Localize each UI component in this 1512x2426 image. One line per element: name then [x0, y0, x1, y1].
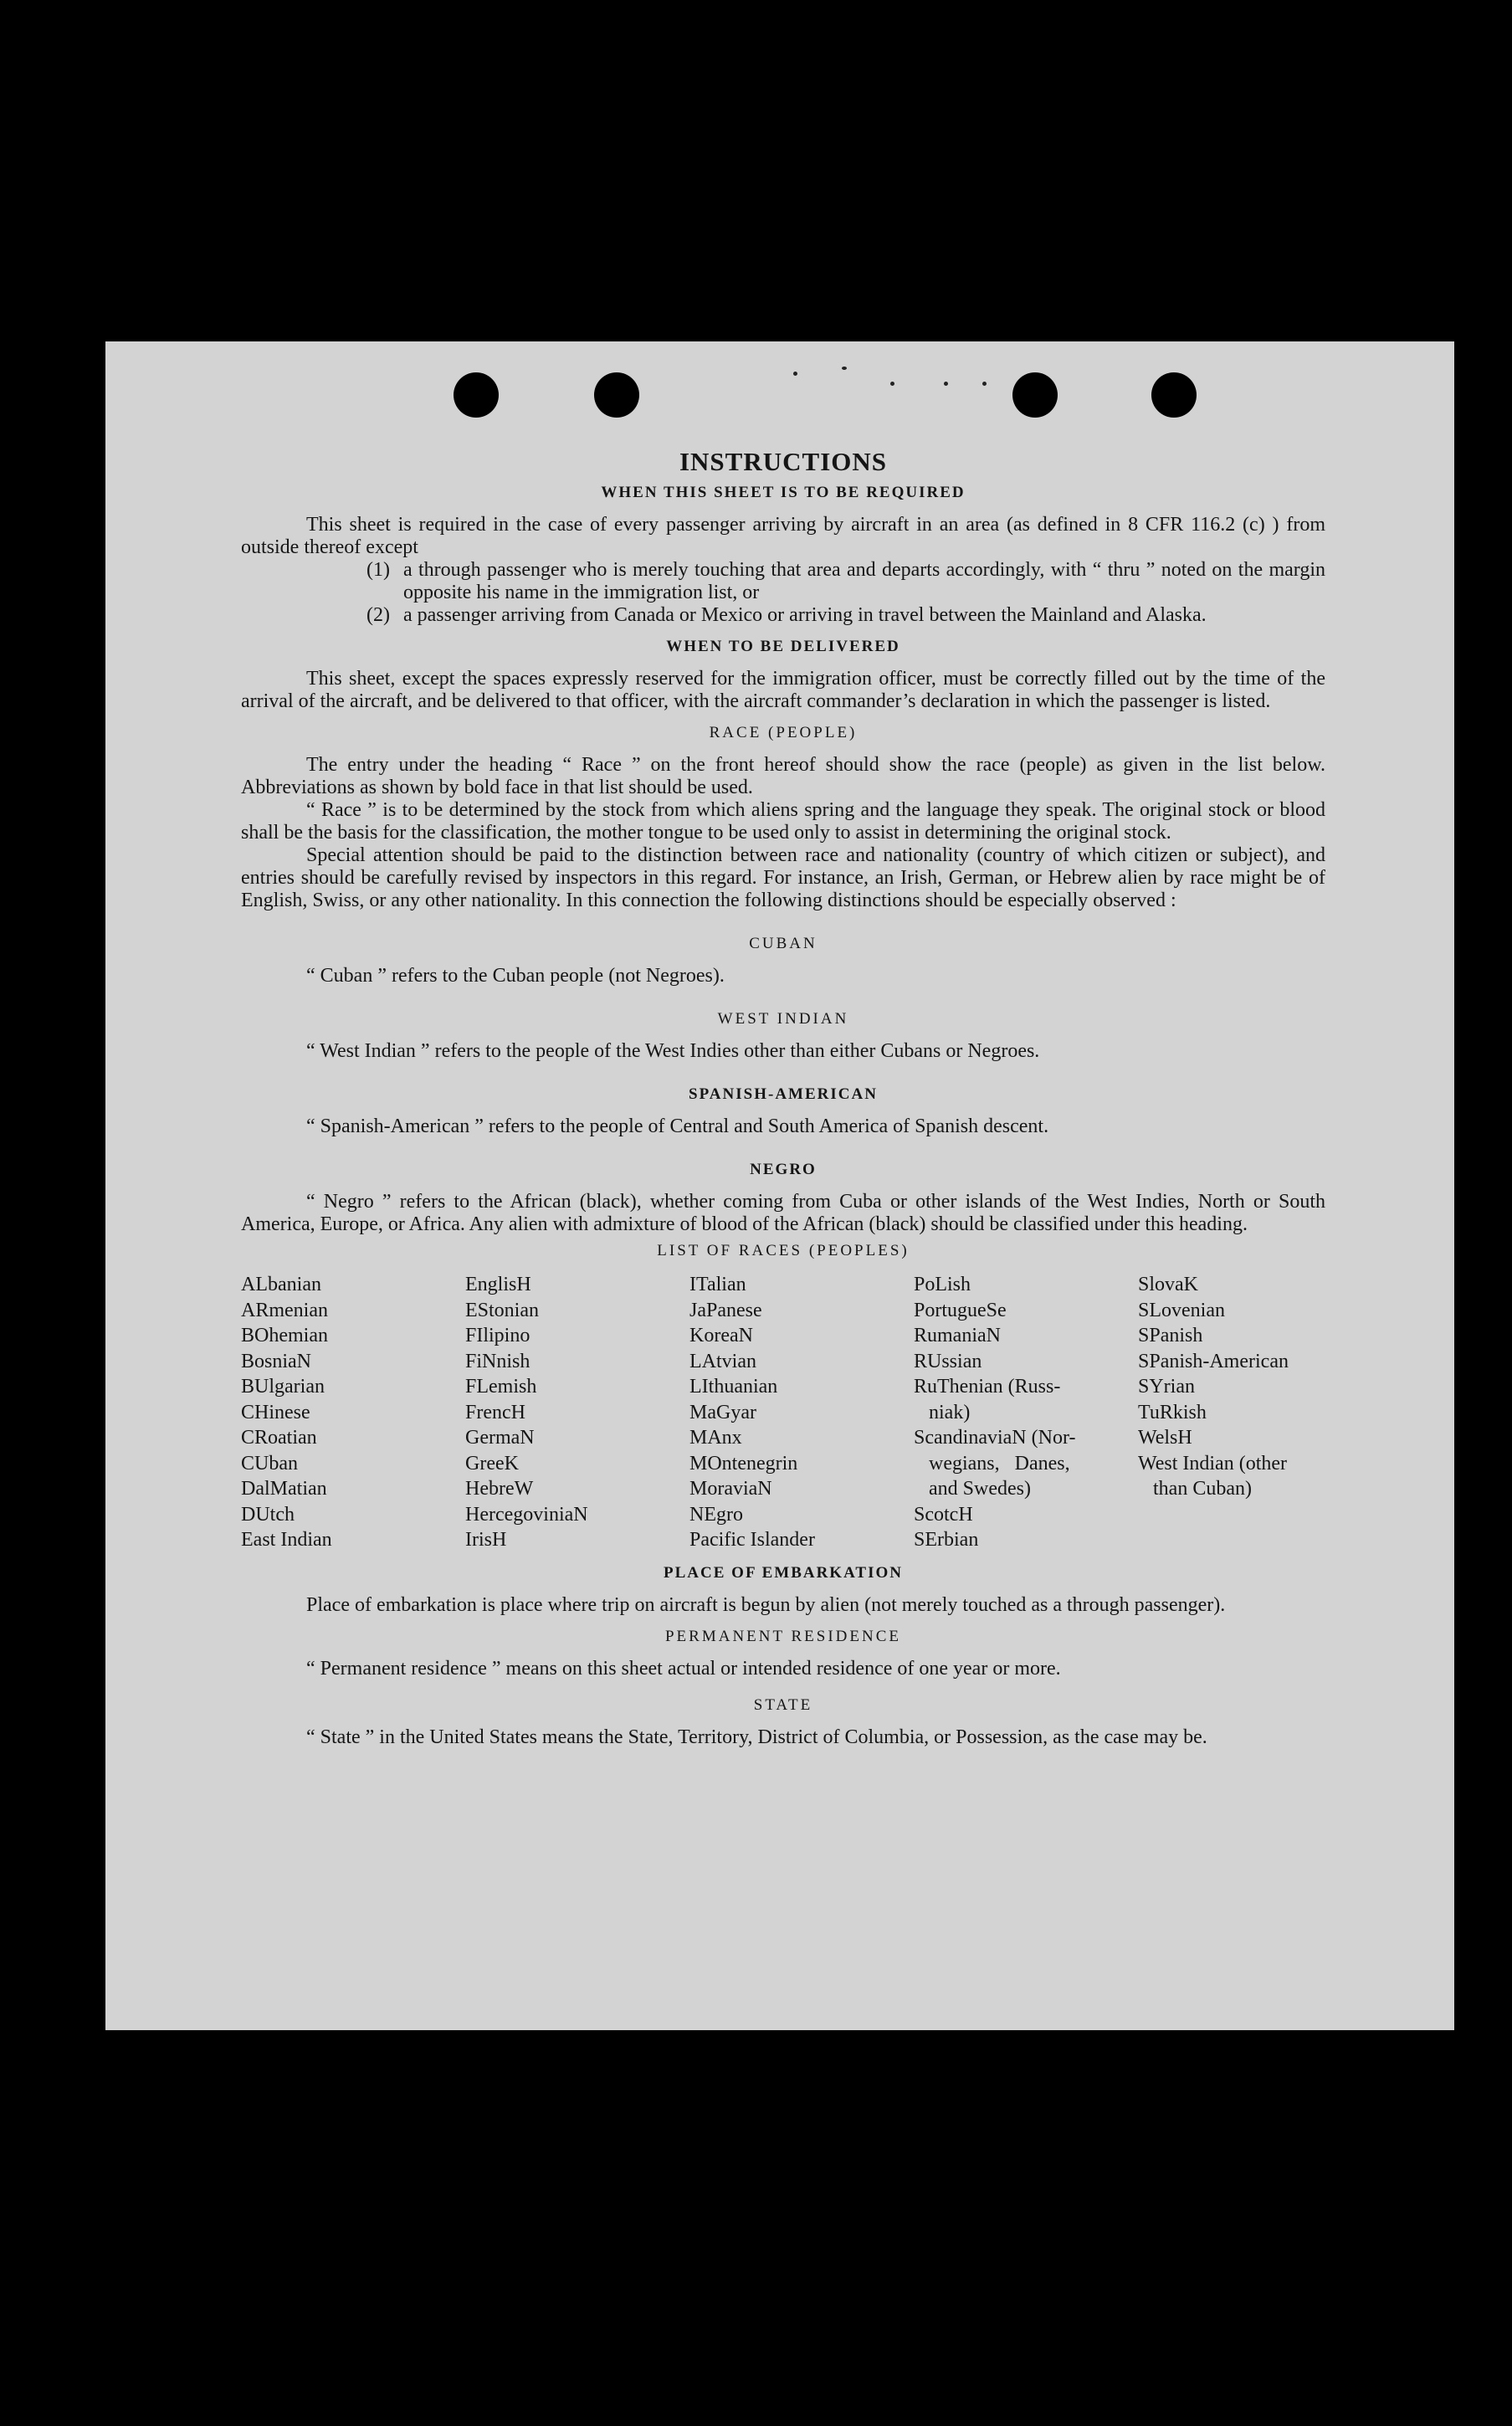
race-entry: KoreaN: [689, 1325, 753, 1346]
race-entry: GreeK: [465, 1452, 519, 1475]
instructions-body: [241, 447, 1325, 1749]
race-entry: MOntenegrin: [689, 1452, 798, 1475]
race-entry: BUlgarian: [241, 1376, 325, 1398]
race-entry: ITalian: [689, 1274, 746, 1295]
embarkation-heading: PLACE OF EMBARKATION: [664, 1563, 903, 1582]
west-indian-heading: WEST INDIAN: [717, 1010, 849, 1028]
exception-item: (1) a through passenger who is merely touching that area and departs accordingly, with “ thru ” noted on the margin opposite his name in the immigration list, or: [366, 559, 1325, 603]
race-paragraph: Special attention should be paid to the distinction between race and nationality (country of which citizen or subject), and entries should be carefully revised by inspectors in this regard. For instance, an Irish, German, or Hebrew alien by race might be of English, Swiss, or any other nationality. In this connection the following distinctions should be especially observed :: [241, 844, 1325, 911]
race-entry: EStonian: [465, 1299, 539, 1321]
punch-hole: [454, 372, 499, 418]
when-delivered-heading: WHEN TO BE DELIVERED: [666, 638, 900, 655]
race-entry: wegians, Danes,: [914, 1452, 1070, 1475]
race-entry: NEgro: [689, 1503, 743, 1526]
negro-text: “ Negro ” refers to the African (black), whether coming from Cuba or other islands of the West Indies, North or South America, Europe, or Africa. Any alien with admixture of blood of the African (black) should be classified under this heading.: [241, 1191, 1325, 1235]
race-entry: GermaN: [465, 1427, 535, 1449]
race-heading: RACE (PEOPLE): [709, 724, 858, 741]
race-entry: LIthuanian: [689, 1376, 778, 1398]
race-entry: SPanish: [1138, 1325, 1203, 1346]
race-entry: IrisH: [465, 1529, 507, 1551]
spanish-american-text: “ Spanish-American ” refers to the people of Central and South America of Spanish descent.: [306, 1116, 1049, 1137]
race-paragraph: The entry under the heading “ Race ” on the front hereof should show the race (people) as given in the list below. Abbreviations as shown by bold face in that list should be used.: [241, 754, 1325, 798]
cuban-heading: CUBAN: [749, 935, 818, 952]
races-column: [1138, 1272, 1325, 1553]
races-list: [241, 1272, 1325, 1553]
race-entry: ScandinaviaN (Nor-: [914, 1427, 1076, 1449]
race-entry: RumaniaN: [914, 1325, 1001, 1346]
race-entry: FIlipino: [465, 1325, 530, 1346]
race-entry: FLemish: [465, 1376, 537, 1398]
race-entry: DalMatian: [241, 1478, 327, 1500]
punch-hole: [1012, 372, 1058, 418]
race-entry: RUssian: [914, 1350, 982, 1372]
race-entry: HebreW: [465, 1478, 534, 1500]
residence-heading: PERMANENT RESIDENCE: [664, 1627, 902, 1645]
page-title: INSTRUCTIONS: [679, 447, 887, 476]
residence-text: “ Permanent residence ” means on this sheet actual or intended residence of one year or more.: [306, 1657, 1061, 1680]
race-paragraph: “ Race ” is to be determined by the stock from which aliens spring and the language they speak. The original stock or blood shall be the basis for the classification, the mother tongue to be used only to assist in determining the original stock.: [241, 799, 1325, 844]
races-column: [241, 1272, 465, 1553]
race-entry: PortugueSe: [914, 1299, 1007, 1321]
when-required-heading: WHEN THIS SHEET IS TO BE REQUIRED: [601, 484, 966, 501]
race-entry: MAnx: [689, 1427, 742, 1449]
race-entry: SLovenian: [1138, 1299, 1225, 1321]
races-column: [465, 1272, 689, 1553]
race-entry: JaPanese: [689, 1299, 762, 1321]
race-entry: Pacific Islander: [689, 1529, 815, 1551]
race-entry: MaGyar: [689, 1401, 756, 1423]
race-entry: SYrian: [1138, 1376, 1195, 1398]
races-heading: LIST OF RACES (PEOPLES): [657, 1242, 910, 1259]
race-entry: SPanish-American: [1138, 1350, 1289, 1372]
when-delivered-text: This sheet, except the spaces expressly reserved for the immigration officer, must be correctly filled out by the time of the arrival of the aircraft, and be delivered to that officer, with the aircraft commander’s declaration in which the passenger is listed.: [241, 668, 1325, 712]
race-entry: BosniaN: [241, 1350, 311, 1372]
race-entry: SlovaK: [1138, 1274, 1198, 1295]
race-entry: niak): [914, 1401, 971, 1423]
when-required-text: This sheet is required in the case of every passenger arriving by aircraft in an area (as defined in 8 CFR 116.2 (c) ) from outside thereof except: [241, 514, 1325, 558]
race-entry: FrencH: [465, 1401, 525, 1423]
race-entry: ARmenian: [241, 1299, 328, 1321]
race-entry: ALbanian: [241, 1274, 321, 1295]
state-text: “ State ” in the United States means the State, Territory, District of Columbia, or Possession, as the case may be.: [306, 1726, 1207, 1748]
race-entry: West Indian (other: [1138, 1452, 1288, 1475]
west-indian-text: “ West Indian ” refers to the people of the West Indies other than either Cubans or Negroes.: [306, 1040, 1040, 1062]
race-entry: RuThenian (Russ-: [914, 1376, 1061, 1398]
race-entry: than Cuban): [1138, 1478, 1252, 1500]
punch-hole: [1151, 372, 1197, 418]
race-entry: CRoatian: [241, 1427, 317, 1449]
races-column: [689, 1272, 914, 1553]
race-entry: PoLish: [914, 1274, 971, 1295]
race-entry: EnglisH: [465, 1274, 531, 1295]
race-entry: CUban: [241, 1452, 298, 1475]
negro-heading: NEGRO: [750, 1161, 817, 1178]
race-entry: DUtch: [241, 1503, 295, 1526]
races-column: [914, 1272, 1138, 1553]
instruction-sheet: [105, 341, 1454, 2030]
race-entry: BOhemian: [241, 1325, 328, 1346]
race-entry: HercegoviniaN: [465, 1503, 588, 1526]
punch-hole: [594, 372, 639, 418]
exception-item: (2) a passenger arriving from Canada or Mexico or arriving in travel between the Mainland and Alaska.: [366, 604, 1207, 626]
spanish-american-heading: SPANISH-AMERICAN: [689, 1085, 878, 1103]
race-entry: CHinese: [241, 1401, 310, 1423]
race-entry: MoraviaN: [689, 1478, 772, 1500]
race-entry: FiNnish: [465, 1350, 530, 1372]
race-entry: SErbian: [914, 1529, 979, 1551]
cuban-text: “ Cuban ” refers to the Cuban people (not Negroes).: [306, 965, 725, 987]
race-entry: WelsH: [1138, 1427, 1192, 1449]
race-entry: ScotcH: [914, 1503, 973, 1526]
race-entry: LAtvian: [689, 1350, 756, 1372]
embarkation-text: Place of embarkation is place where trip on aircraft is begun by alien (not merely touched as a through passenger).: [306, 1593, 1226, 1616]
race-entry: East Indian: [241, 1529, 332, 1551]
race-entry: TuRkish: [1138, 1401, 1207, 1423]
state-heading: STATE: [753, 1695, 813, 1714]
race-entry: and Swedes): [914, 1478, 1031, 1500]
